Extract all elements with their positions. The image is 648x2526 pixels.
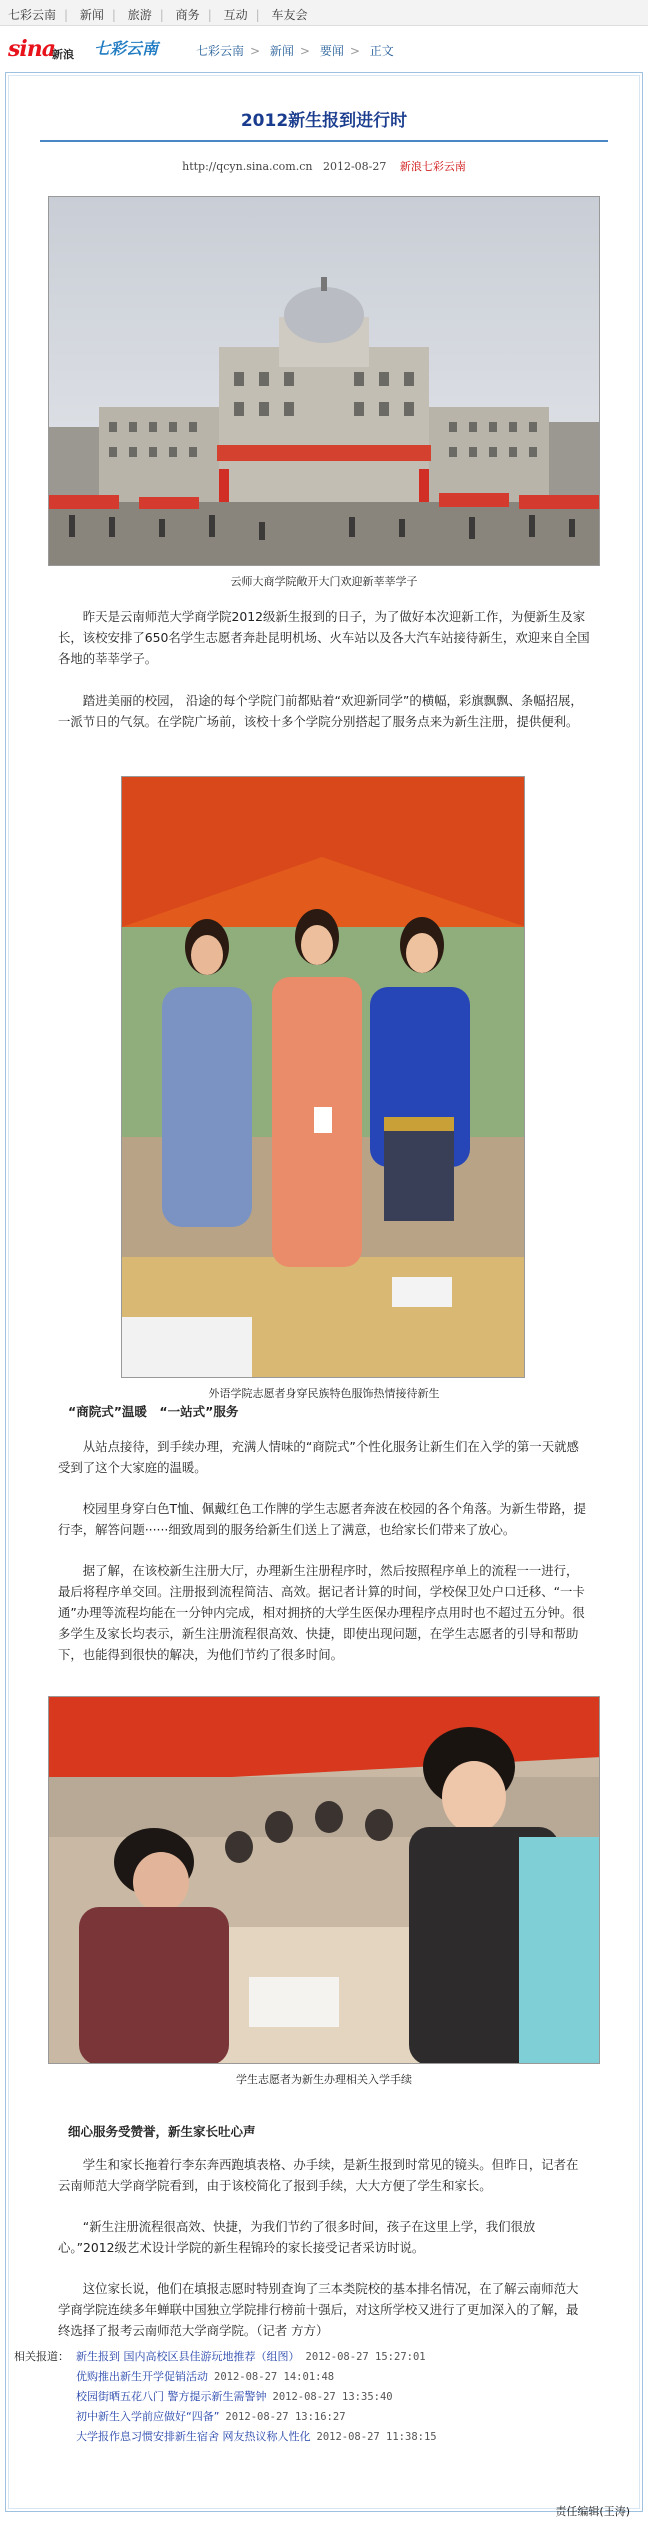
channel-logo[interactable]: 七彩云南 (94, 39, 159, 58)
photo-caption: 外语学院志愿者身穿民族特色服饰热情接待新生 (208, 1387, 440, 1400)
photo-volunteers (121, 776, 525, 1378)
breadcrumb-item[interactable]: 七彩云南 (196, 44, 245, 58)
related-link[interactable]: 初中新生入学前应做好“四备” (76, 2410, 220, 2423)
photo-registration (48, 1696, 600, 2064)
related-link[interactable]: 新生报到 国内高校区县佳游玩地推荐（组图） (76, 2350, 300, 2363)
article-paragraph: 学生和家长拖着行李东奔西跑填表格、办手续，是新生报到时常见的镜头。但昨日，记者在云南师范大学商学院看到，由于该校简化了报到手续，大大方便了学生和家长。 (58, 2157, 579, 2193)
photo-caption: 学生志愿者为新生办理相关入学手续 (236, 2073, 412, 2086)
brand-bar (0, 26, 648, 72)
section-heading: 细心服务受赞誉，新生家长吐心声 (68, 2124, 256, 2139)
article-paragraph: “新生注册流程很高效、快捷，为我们节约了很多时间，孩子在这里上学，我们很放心。”2012级艺术设计学院的新生程锦玲的家长接受记者采访时说。 (58, 2219, 536, 2255)
article-paragraph: 昨天是云南师范大学商学院2012级新生报到的日子，为了做好本次迎新工作，为便新生及家长，该校安排了650名学生志愿者奔赴昆明机场、火车站以及各大汽车站接待新生，欢迎来自全国各地的莘莘学子。 (58, 609, 590, 666)
article-paragraph: 校园里身穿白色T恤、佩戴红色工作牌的学生志愿者奔波在校园的各个角落。为新生带路，提行李，解答问题······细致周到的服务给新生们送上了满意，也给家长们带来了放心。 (58, 1501, 586, 1537)
breadcrumb-item[interactable]: 新闻 (269, 44, 294, 58)
section-heading: “商院式”温暖 “一站式”服务 (68, 1404, 239, 1419)
top-nav-link[interactable]: 车友会 (271, 8, 308, 22)
top-nav-link[interactable]: 互动 (223, 8, 248, 22)
breadcrumb-item[interactable]: 要闻 (319, 44, 344, 58)
article-paragraph: 从站点接待，到手续办理，充满人情味的“商院式”个性化服务让新生们在入学的第一天就感受到了这个大家庭的温暖。 (58, 1439, 579, 1475)
breadcrumb: 七彩云南 > 新闻 > 要闻 > 正文 (196, 44, 394, 58)
editor-credit: 责任编辑(王涛) (555, 2505, 630, 2518)
related-item: 新生报到 国内高校区县佳游玩地推荐（组图） 2012-08-27 15:27:01 (76, 2350, 426, 2363)
related-link[interactable]: 校园街晒五花八门 警方提示新生需警钟 (76, 2390, 267, 2403)
article-source[interactable]: 新浪七彩云南 (399, 160, 466, 173)
top-nav-bar (0, 0, 648, 26)
related-item: 初中新生入学前应做好“四备” 2012-08-27 13:16:27 (76, 2410, 346, 2423)
related-item: 校园街晒五花八门 警方提示新生需警钟 2012-08-27 13:35:40 (76, 2390, 393, 2403)
title-divider (40, 140, 608, 142)
article-paragraph: 这位家长说，他们在填报志愿时特别查询了三本类院校的基本排名情况，在了解云南师范大学商学院连续多年蝉联中国独立学院排行榜前十强后，对这所学校又进行了更加深入的了解，最终选择了报考云南师范大学商学院。（记者 方方） (58, 2281, 579, 2338)
article-paragraph: 踏进美丽的校园， 沿途的每个学院门前都贴着“欢迎新同学”的横幅，彩旗飘飘、条幅招展，一派节日的气氛。在学院广场前，该校十多个学院分别搭起了服务点来为新生注册，提供便利。 (58, 693, 583, 729)
top-nav-link[interactable]: 旅游 (127, 8, 152, 22)
related-item: 大学报作息习惯安排新生宿舍 网友热议称人性化 2012-08-27 11:38:15 (76, 2430, 437, 2443)
related-link[interactable]: 大学报作息习惯安排新生宿舍 网友热议称人性化 (76, 2430, 311, 2443)
article-title: 2012新生报到进行时 (240, 111, 408, 131)
breadcrumb-item: 正文 (369, 44, 394, 58)
sina-logo[interactable]: sina 新浪 (8, 36, 74, 62)
related-label: 相关报道： (14, 2350, 69, 2363)
article-url: http://qcyn.sina.com.cn (182, 160, 313, 173)
article-paragraph: 据了解，在该校新生注册大厅，办理新生注册程序时，然后按照程序单上的流程一一进行，最后将程序单交回。注册报到流程简洁、高效。据记者计算的时间，学校保卫处户口迁移、“一卡通”办理等流程均能在一分钟内完成，相对拥挤的大学生医保办理程序点用时也不超过五分钟。很多学生及家长均表示，新生注册流程很高效、快捷，即使出现问题，在学生志愿者的引导和帮助下，也能得到很快的解决，为他们节约了很多时间。 (58, 1563, 585, 1662)
related-link[interactable]: 优购推出新生开学促销活动 (76, 2370, 208, 2383)
related-item: 优购推出新生开学促销活动 2012-08-27 14:01:48 (76, 2370, 335, 2383)
article-date: 2012-08-27 (322, 160, 387, 173)
top-nav-link[interactable]: 七彩云南 (8, 8, 57, 22)
article-meta (0, 158, 648, 174)
photo-campus-building (48, 196, 600, 566)
photo-caption: 云师大商学院敞开大门欢迎新莘莘学子 (230, 575, 418, 588)
top-nav-link[interactable]: 商务 (175, 8, 200, 22)
top-nav-link[interactable]: 新闻 (79, 8, 104, 22)
top-nav: 七彩云南 | 新闻 | 旅游 | 商务 | 互动 | 车友会 (8, 8, 308, 22)
